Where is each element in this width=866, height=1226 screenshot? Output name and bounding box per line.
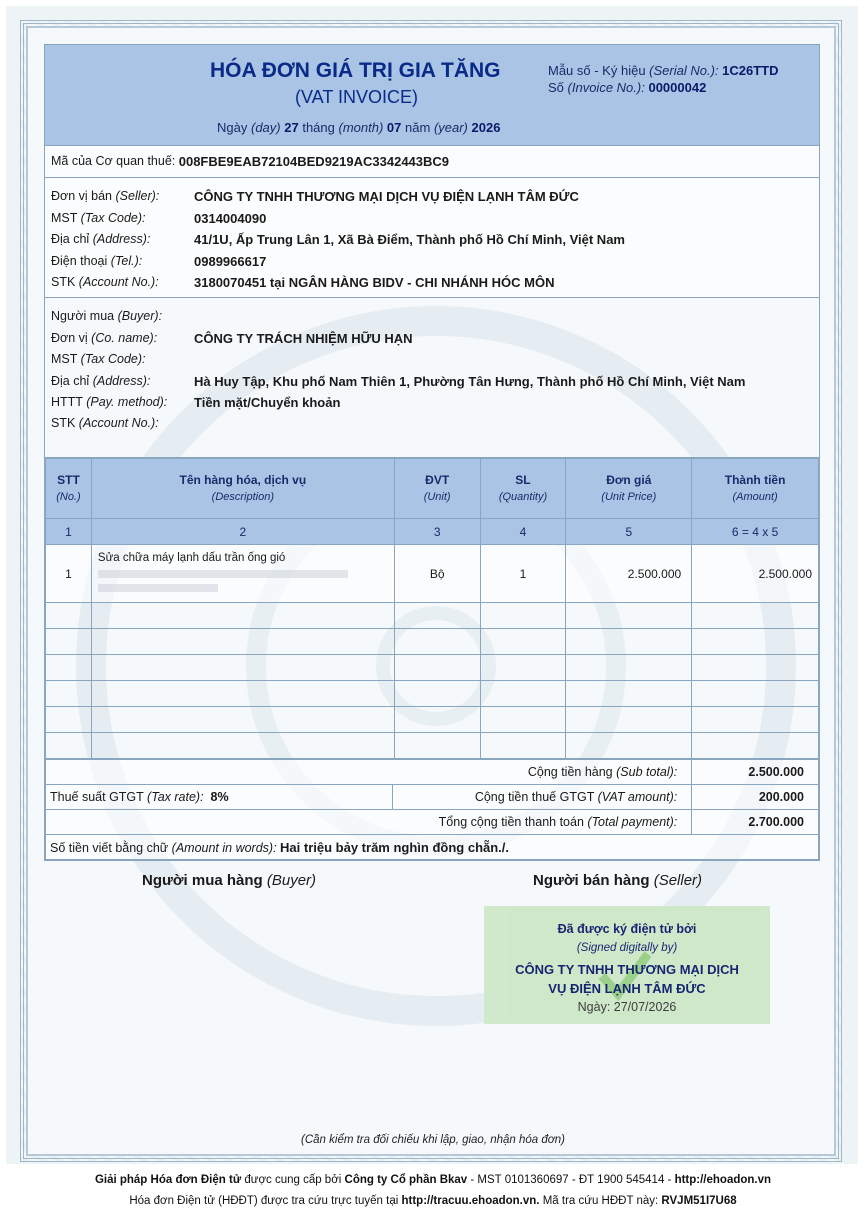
invoice-sheet [44, 44, 820, 861]
seller-tel-row: Điện thoại (Tel.): 0989966617 [51, 253, 267, 269]
seller-section [45, 178, 819, 298]
signed-date: 27/07/2026 [613, 1000, 677, 1014]
buyer-address-row: Địa chỉ (Address): Hà Huy Tập, Khu phố Nam Thiên 1, Phường Tân Hưng, Thành phố Hồ Chí Minh, Việt Nam [51, 373, 746, 389]
totals-table [45, 759, 819, 860]
serial-block: Mẫu số - Ký hiệu (Serial No.): 1C26TTD Số (Invoice No.): 00000042 [548, 63, 779, 95]
buyer-tax-row: MST (Tax Code): [51, 352, 146, 366]
digital-signature-stamp: Đã được ký điện tử bởi (Signed digitally by) CÔNG TY TNHH THƯƠNG MẠI DỊCH VỤ ĐIỆN LẠNH TÂM ĐỨC Ngày: 27/07/2026 [484, 906, 770, 1024]
col-header-unit-price: Đơn giá (Unit Price) [566, 459, 692, 519]
seller-address-row: Địa chỉ (Address): 41/1U, Ấp Trung Lân 1, Xã Bà Điểm, Thành phố Hồ Chí Minh, Việt Nam [51, 232, 625, 247]
total-value: 2.700.000 [692, 810, 819, 835]
col-header-description: Tên hàng hóa, dịch vụ (Description) [91, 459, 394, 519]
buyer-company-row: Đơn vị (Co. name): CÔNG TY TRÁCH NHIỆM HỮU HẠN [51, 330, 413, 346]
invoice-subtitle: (VAT INVOICE) [295, 87, 419, 107]
seller-signature-label: Người bán hàng (Seller) [533, 872, 703, 889]
invoice-header [45, 45, 819, 146]
lookup-code: RVJM51I7U68 [661, 1195, 737, 1207]
tax-authority-row: Mã của Cơ quan thuế: 008FBE9EAB72104BED9219AC3342443BC9 [45, 146, 819, 178]
empty-row [46, 655, 819, 681]
amount-words-row: Số tiền viết bằng chữ (Amount in words): Hai triệu bảy trăm nghìn đồng chẵn./. [46, 835, 819, 860]
seller-tax-row: MST (Tax Code): 0314004090 [51, 210, 267, 226]
empty-row [46, 629, 819, 655]
ehoadon-link[interactable]: http://ehoadon.vn [674, 1174, 772, 1186]
invoice-title: HÓA ĐƠN GIÁ TRỊ GIA TĂNG [210, 59, 501, 82]
seller-account-row: STK (Account No.): 3180070451 tại NGÂN HÀNG BIDV - CHI NHÁNH HÓC MÔN [51, 275, 555, 290]
column-index-row: 1 2 3 4 5 6 = 4 x 5 [46, 519, 819, 545]
tax-rate-value: 8% [210, 790, 229, 804]
empty-row [46, 733, 819, 759]
buyer-section [45, 298, 819, 458]
subtotal-value: 2.500.000 [692, 760, 819, 785]
vat-row: Thuế suất GTGT (Tax rate): 8% Cộng tiền thuế GTGT (VAT amount): 200.000 [46, 785, 819, 810]
item-description: Sửa chữa máy lạnh dấu trần ống gió [91, 545, 394, 603]
provider-footer: Giải pháp Hóa đơn Điện tử được cung cấp bởi Công ty Cổ phần Bkav - MST 0101360697 - ĐT 1900 545414 - http://ehoadon.vn Hóa đơn Điện tử (HĐĐT) được tra cứu trực tuyến tại http://tracuu.ehoadon.vn. Mã tra cứu HĐĐT này: RVJM51I7U68 [94, 1174, 772, 1207]
tax-authority-code: 008FBE9EAB72104BED9219AC3342443BC9 [178, 154, 450, 169]
table-row: 1 Sửa chữa máy lạnh dấu trần ống gió Bộ 1 2.500.000 2.500.000 [46, 545, 819, 603]
buyer-label-row: Người mua (Buyer): [51, 309, 163, 323]
empty-row [46, 707, 819, 733]
invoice-number: 00000042 [648, 80, 707, 95]
buyer-pay-row: HTTT (Pay. method): Tiền mặt/Chuyển khoản [51, 394, 341, 410]
subtotal-row: Cộng tiền hàng (Sub total): 2.500.000 [46, 760, 819, 785]
buyer-account-row: STK (Account No.): [51, 416, 159, 430]
vat-value: 200.000 [692, 785, 819, 810]
empty-row [46, 603, 819, 629]
invoice-date: Ngày (day) 27 tháng (month) 07 năm (year) 2026 [217, 120, 501, 135]
col-header-no: STT (No.) [46, 459, 92, 519]
col-header-quantity: SL (Quantity) [480, 459, 566, 519]
tracuu-link[interactable]: http://tracuu.ehoadon.vn. [401, 1195, 540, 1207]
empty-row [46, 681, 819, 707]
col-header-unit: ĐVT (Unit) [394, 459, 480, 519]
total-row: Tổng cộng tiền thanh toán (Total payment): 2.700.000 [46, 810, 819, 835]
verification-note: (Cần kiểm tra đối chiếu khi lập, giao, nhận hóa đơn) [301, 1134, 565, 1146]
col-header-amount: Thành tiền (Amount) [692, 459, 819, 519]
items-table [45, 458, 819, 759]
seller-name-row: Đơn vị bán (Seller): CÔNG TY TNHH THƯƠNG MẠI DỊCH VỤ ĐIỆN LẠNH TÂM ĐỨC [51, 189, 579, 204]
buyer-signature-label: Người mua hàng (Buyer) [142, 872, 317, 889]
amount-in-words: Hai triệu bảy trăm nghìn đồng chẵn./. [280, 839, 510, 855]
serial-number: 1C26TTD [722, 63, 779, 78]
